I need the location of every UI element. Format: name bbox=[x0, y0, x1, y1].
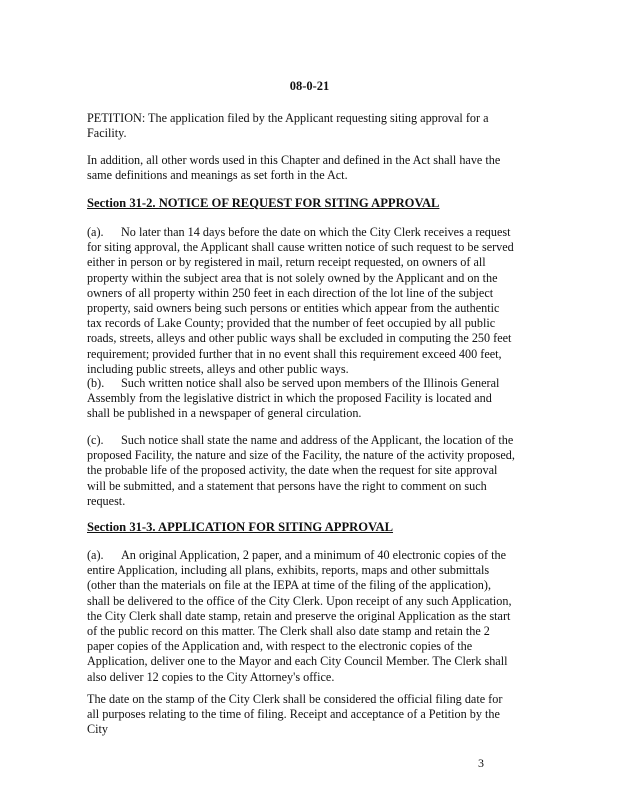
section-31-2-heading: Section 31-2. NOTICE OF REQUEST FOR SITING APPROVAL bbox=[87, 196, 440, 210]
addition-paragraph: In addition, all other words used in this Chapter and defined in the Act shall have the same definitions and meanings as set forth in the Act. bbox=[87, 153, 501, 183]
section-31-3-heading: Section 31-3. APPLICATION FOR SITING APPROVAL bbox=[87, 520, 394, 534]
petition-definition: PETITION: The application filed by the Applicant requesting siting approval for a Facility. bbox=[87, 111, 489, 141]
paragraph-text: Such notice shall state the name and address of the Applicant, the location of the proposed Facility, the nature and size of the Facility, the nature of the activity proposed, the probable life of the proposed activity, the date when the request for site approval will be submitted, and a statement that persons have the right to comment on such request. bbox=[87, 433, 515, 508]
section-31-3-paragraph-a bbox=[87, 548, 517, 685]
section-31-2-paragraph-b bbox=[87, 376, 517, 422]
paragraph-label: (c). bbox=[87, 433, 104, 447]
paragraph-text: Such written notice shall also be served upon members of the Illinois General Assembly from the legislative district in which the proposed Facility is located and shall be published in a newspaper of general circulation. bbox=[87, 376, 500, 421]
paragraph-label: (b). bbox=[87, 376, 105, 390]
paragraph-text: An original Application, 2 paper, and a minimum of 40 electronic copies of the entire Application, including all plans, exhibits, reports, maps and other submittals (other than the materials on file at the IEPA at time of the filing of the application), shall be delivered to the office of the City Clerk. Upon receipt of any such Application, the City Clerk shall date stamp, retain and preserve the original Application as the start of the public record on this matter. The Clerk shall also date stamp and retain the 2 paper copies of the Application and, with respect to the electronic copies of the Application, deliver one to the Mayor and each City Council Member. The Clerk shall also deliver 12 copies to the City Attorney's office. bbox=[87, 548, 512, 684]
paragraph-text: No later than 14 days before the date on which the City Clerk receives a request for siting approval, the Applicant shall cause written notice of such request to be served either in person or by registered in mail, return receipt requested, on owners of all property within the subject area that is not solely owned by the Applicant and on the owners of all property within 250 feet in each direction of the lot line of the subject property, said owners being such persons or entities which appear from the authentic tax records of Lake County; provided that the number of feet occupied by all public roads, streets, alleys and other public ways shall be excluded in computing the 250 feet requirement; provided further that in no event shall this requirement exceed 400 feet, including public streets, alleys and other public ways. bbox=[87, 225, 514, 376]
section-31-2-paragraph-c bbox=[87, 433, 517, 509]
section-31-2-paragraph-a bbox=[87, 225, 517, 377]
page-number: 3 bbox=[478, 756, 484, 770]
section-31-3-closing-paragraph: The date on the stamp of the City Clerk shall be considered the official filing date for all purposes relating to the time of filing. Receipt and acceptance of a Petition by the City bbox=[87, 692, 503, 737]
paragraph-label: (a). bbox=[87, 548, 104, 562]
document-code: 08-0-21 bbox=[289, 79, 330, 93]
paragraph-label: (a). bbox=[87, 225, 104, 239]
